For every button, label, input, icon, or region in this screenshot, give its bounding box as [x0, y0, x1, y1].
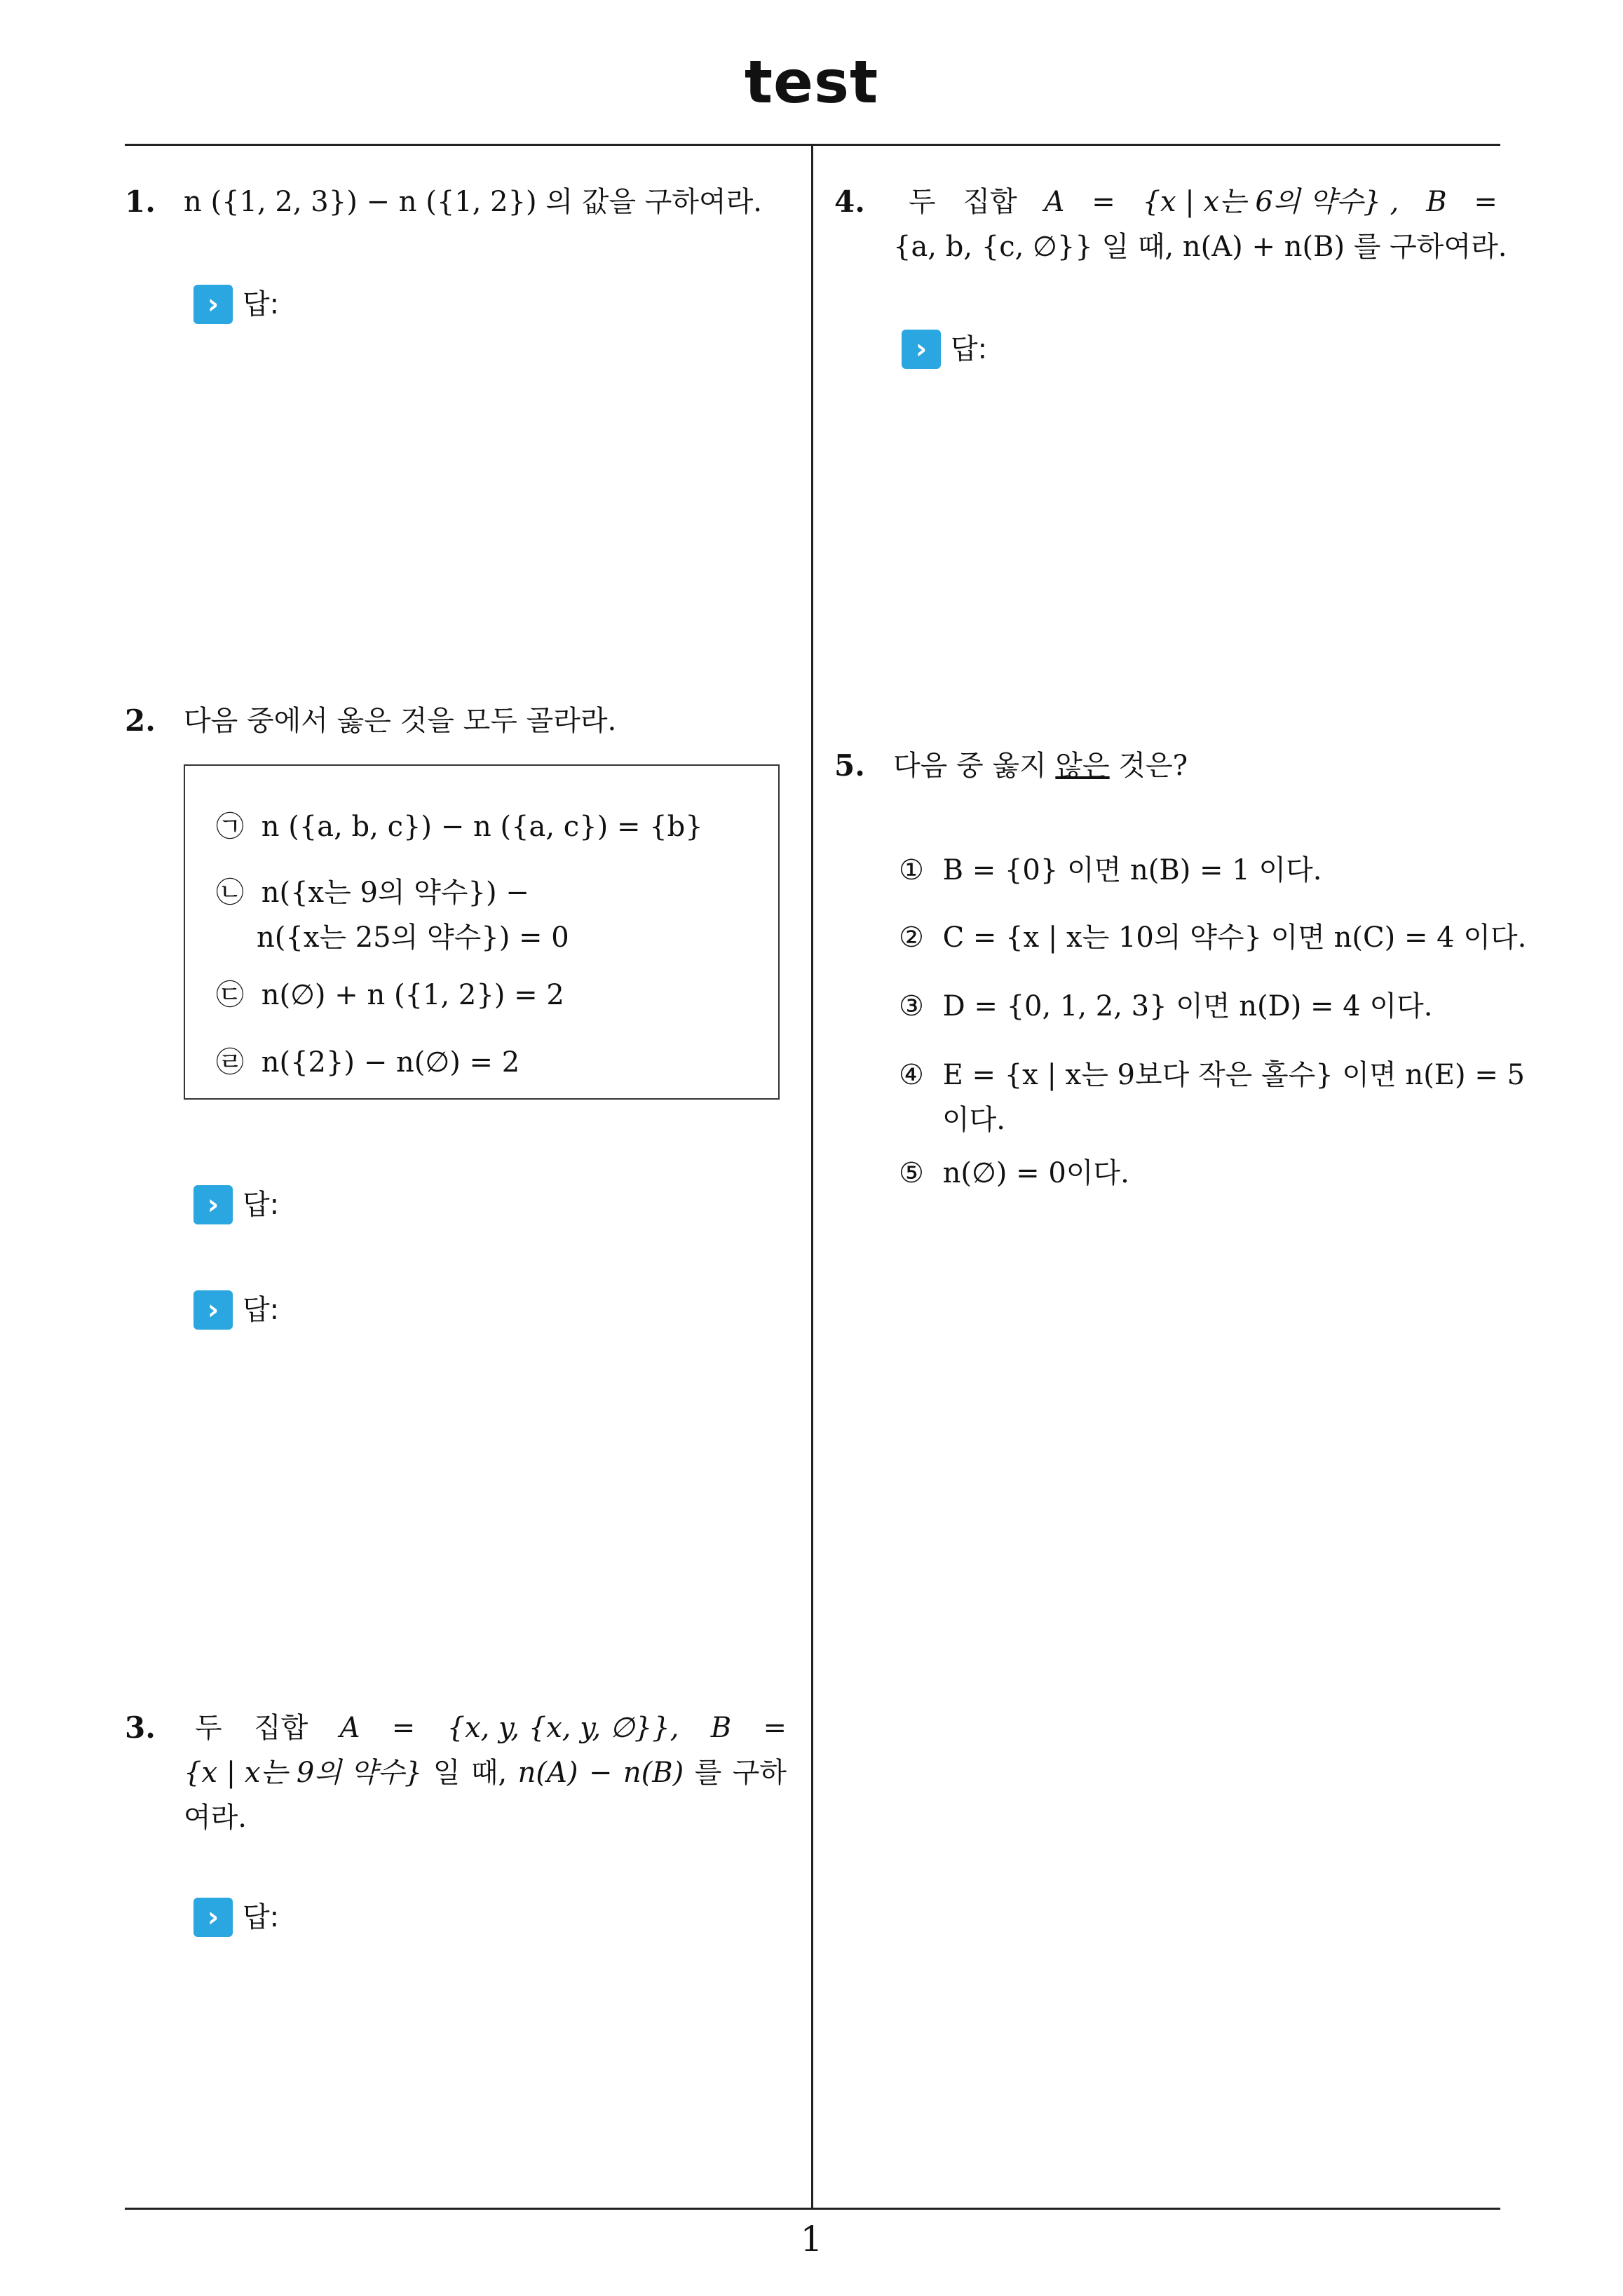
statement-item	[216, 871, 529, 914]
word: =	[1092, 186, 1115, 218]
word: B	[710, 1712, 732, 1744]
question-line-1	[893, 180, 1498, 224]
answer-field-q1[interactable]	[193, 283, 279, 325]
question-text: 다음 중에서 옳은 것을 모두 골라라.	[184, 705, 617, 737]
choice-3[interactable]	[899, 985, 1432, 1028]
answer-field-q2-2[interactable]	[193, 1289, 279, 1331]
item-mark: ㉢	[216, 979, 244, 1011]
item-text: n(∅) + n ({1, 2}) = 2	[261, 979, 564, 1011]
question-number: 5.	[834, 748, 865, 783]
answer-field-q2-1[interactable]	[193, 1184, 279, 1226]
bottom-divider	[125, 2208, 1500, 2210]
choice-4[interactable]	[899, 1053, 1525, 1097]
chevron-right-icon: ›	[193, 1290, 233, 1330]
page-title: test	[744, 48, 879, 116]
choice-text: 이다.	[942, 1104, 1005, 1136]
question-text: n ({1, 2, 3}) − n ({1, 2}) 의 값을 구하여라.	[184, 186, 762, 218]
question-number: 2.	[125, 703, 156, 738]
word: 구하	[732, 1757, 787, 1789]
choice-1[interactable]	[899, 849, 1322, 892]
choice-text: D = {0, 1, 2, 3} 이면 n(D) = 4 이다.	[942, 990, 1433, 1022]
chevron-right-icon: ›	[193, 285, 233, 324]
answer-label: 답:	[951, 333, 988, 365]
word: 집합	[963, 186, 1017, 218]
choice-mark: ①	[899, 854, 924, 886]
word: {x | x는 6의 약수} ,	[1142, 186, 1399, 218]
question-line-3: 여라.	[184, 1802, 247, 1834]
statement-item	[216, 805, 703, 849]
choice-5[interactable]	[899, 1152, 1129, 1195]
word: 두	[195, 1712, 222, 1744]
statement-item	[216, 1041, 520, 1084]
answer-label: 답:	[243, 1189, 280, 1221]
choice-mark: ③	[899, 990, 924, 1022]
chevron-right-icon: ›	[193, 1898, 233, 1937]
text-part: 것은?	[1109, 750, 1188, 782]
item-mark: ㉠	[216, 811, 244, 843]
answer-label: 답:	[243, 1294, 280, 1326]
word: 때,	[470, 1757, 508, 1789]
answer-label: 답:	[243, 1901, 280, 1933]
choice-4-continued	[942, 1098, 1005, 1142]
text-part: 다음 중 옳지	[893, 750, 1056, 782]
choice-text: n(∅) = 0이다.	[942, 1157, 1129, 1189]
word: =	[391, 1712, 416, 1744]
item-text: n({2}) − n(∅) = 2	[261, 1046, 520, 1079]
page-number: 1	[800, 2219, 823, 2260]
word: n(B)	[623, 1757, 684, 1789]
word: 일	[433, 1757, 461, 1789]
item-text: n({x는 25의 약수}) = 0	[257, 921, 569, 954]
choice-text: B = {0} 이면 n(B) = 1 이다.	[942, 854, 1322, 886]
question-4	[834, 180, 1507, 278]
question-line-1	[184, 1706, 787, 1750]
choice-text: E = {x | x는 9보다 작은 홀수} 이면 n(E) = 5	[942, 1059, 1525, 1091]
question-number: 4.	[834, 184, 865, 219]
underlined-word: 않은	[1055, 750, 1110, 782]
question-line-2	[184, 1750, 787, 1795]
chevron-right-icon: ›	[902, 330, 941, 369]
word: A	[1044, 186, 1065, 218]
choice-2[interactable]	[899, 916, 1526, 959]
word: −	[588, 1757, 613, 1789]
item-mark: ㉡	[216, 877, 244, 909]
word: A	[339, 1712, 360, 1744]
word: =	[1474, 186, 1498, 218]
word: 두	[909, 186, 936, 218]
word: {x | x는 9의 약수}	[184, 1757, 423, 1789]
question-text	[893, 743, 1188, 788]
choice-mark: ④	[899, 1059, 924, 1091]
item-text: n({x는 9의 약수}) −	[261, 877, 529, 909]
question-number: 3.	[125, 1710, 156, 1745]
choice-mark: ⑤	[899, 1157, 924, 1189]
chevron-right-icon: ›	[193, 1185, 233, 1224]
item-text: n ({a, b, c}) − n ({a, c}) = {b}	[261, 811, 703, 843]
statement-item-continued	[257, 916, 569, 959]
question-line-2: {a, b, {c, ∅}} 일 때, n(A) + n(B) 를 구하여라.	[893, 231, 1507, 263]
word: 집합	[253, 1712, 308, 1744]
choice-text: C = {x | x는 10의 약수} 이면 n(C) = 4 이다.	[942, 921, 1527, 954]
word: B	[1426, 186, 1447, 218]
answer-field-q3[interactable]	[193, 1896, 279, 1938]
word: n(A)	[517, 1757, 578, 1789]
statement-item	[216, 973, 564, 1017]
word: {x, y, {x, y, ∅}},	[447, 1712, 679, 1744]
statement-box	[184, 764, 780, 1100]
answer-label: 답:	[243, 288, 280, 320]
answer-field-q4[interactable]	[902, 328, 987, 370]
word: =	[763, 1712, 787, 1744]
choice-mark: ②	[899, 921, 924, 954]
column-divider	[811, 144, 813, 2208]
item-mark: ㉣	[216, 1046, 244, 1079]
word: 를	[694, 1757, 722, 1789]
question-number: 1.	[125, 184, 156, 219]
question-3	[125, 1706, 798, 1846]
